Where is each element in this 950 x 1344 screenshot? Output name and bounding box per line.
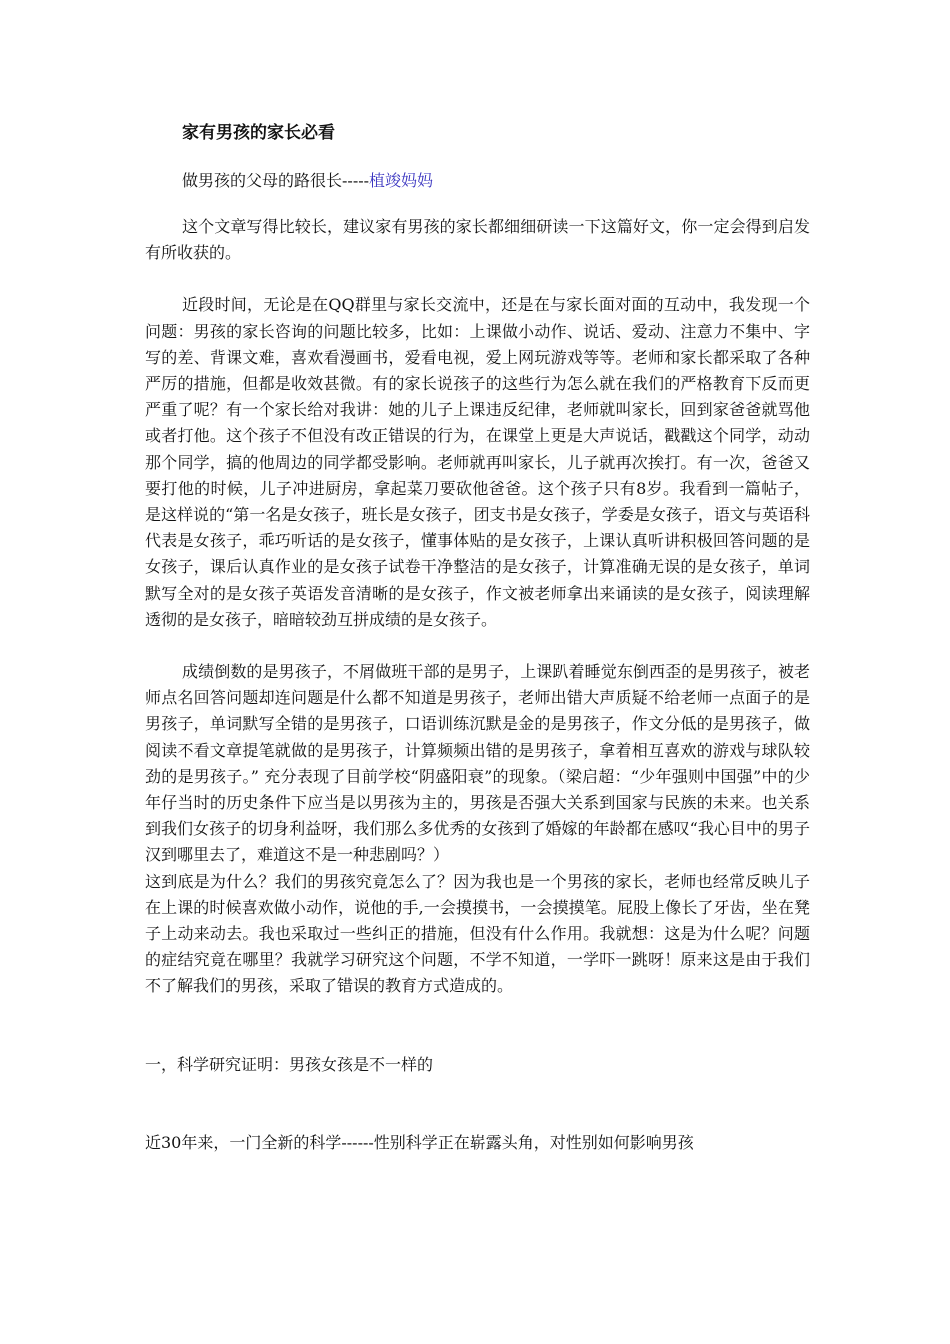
- subtitle-text: 做男孩的父母的路很长-----: [182, 171, 370, 190]
- paragraph-observation: 近段时间，无论是在QQ群里与家长交流中，还是在与家长面对面的互动中，我发现一个问题：男孩的家长咨询的问题比较多，比如：上课做小动作、说话、爱动、注意力不集中、字写的差、背课文难，喜欢看漫画书，爱看电视，爱上网玩游戏等等。老师和家长都采取了各种严厉的措施，但都是收效甚微。有的家长说孩子的这些行为怎么就在我们的严格教育下反而更严重了呢？有一个家长给对我讲：她的儿子上课违反纪律，老师就叫家长，回到家爸爸就骂他或者打他。这个孩子不但没有改正错误的行为，在课堂上更是大声说话，戳戳这个同学，动动那个同学，搞的他周边的同学都受影响。老师就再叫家长，儿子就再次挨打。有一次，爸爸又要打他的时候，儿子冲进厨房，拿起菜刀要砍他爸爸。这个孩子只有8岁。我看到一篇帖子，是这样说的“第一名是女孩子，班长是女孩子，团支书是女孩子，学委是女孩子，语文与英语科代表是女孩子，乖巧听话的是女孩子，懂事体贴的是女孩子，上课认真听讲积极回答问题的是女孩子，课后认真作业的是女孩子试卷干净整洁的是女孩子，计算准确无误的是女孩子，单词默写全对的是女孩子英语发音清晰的是女孩子，作文被老师拿出来诵读的是女孩子，阅读理解透彻的是女孩子，暗暗较劲互拼成绩的是女孩子。: [145, 295, 810, 629]
- author-link[interactable]: 植竣妈妈: [369, 171, 434, 190]
- paragraph-intro: 这个文章写得比较长，建议家有男孩的家长都细细研读一下这篇好文，你一定会得到启发有所收获的。: [145, 217, 810, 263]
- paragraph-boys: 成绩倒数的是男孩子，不屑做班干部的是男子，上课趴着睡觉东倒西歪的是男孩子，被老师点名回答问题却连问题是什么都不知道是男孩子，老师出错大声质疑不给老师一点面子的是男孩子，单词默写全错的是男孩子，口语训练沉默是金的是男孩子，作文分低的是男孩子，做阅读不看文章提笔就做的是男孩子，计算频频出错的是男孩子，拿着相互喜欢的游戏与球队较劲的是男孩子。” 充分表现了目前学校“阴盛阳衰”的现象。（梁启超：“少年强则中国强”中的少年仔当时的历史条件下应当是以男孩为主的，男孩是否强大关系到国家与民族的未来。也关系到我们女孩子的切身利益呀，我们那么多优秀的女孩到了婚嫁的年龄都在感叹“我心目中的男子汉到哪里去了，难道这不是一种悲剧吗？）: [145, 662, 810, 865]
- document-subtitle: [182, 168, 810, 194]
- document-title: 家有男孩的家长必看: [182, 123, 335, 143]
- paragraph-science: 近30年来，一门全新的科学------性别科学正在崭露头角，对性别如何影响男孩: [145, 1132, 694, 1152]
- document-body: [145, 120, 810, 1156]
- section-heading: 一，科学研究证明：男孩女孩是不一样的: [145, 1054, 434, 1074]
- paragraph-question: 这到底是为什么？我们的男孩究竟怎么了？因为我也是一个男孩的家长，老师也经常反映儿子在上课的时候喜欢做小动作，说他的手,一会摸摸书，一会摸摸笔。屁股上像长了牙齿，坐在凳子上动来动去。我也采取过一些纠正的措施，但没有什么作用。我就想：这是为什么呢？问题的症结究竟在哪里？我就学习研究这个问题，不学不知道，一学吓一跳呀！原来这是由于我们不了解我们的男孩，采取了错误的教育方式造成的。: [145, 871, 810, 996]
